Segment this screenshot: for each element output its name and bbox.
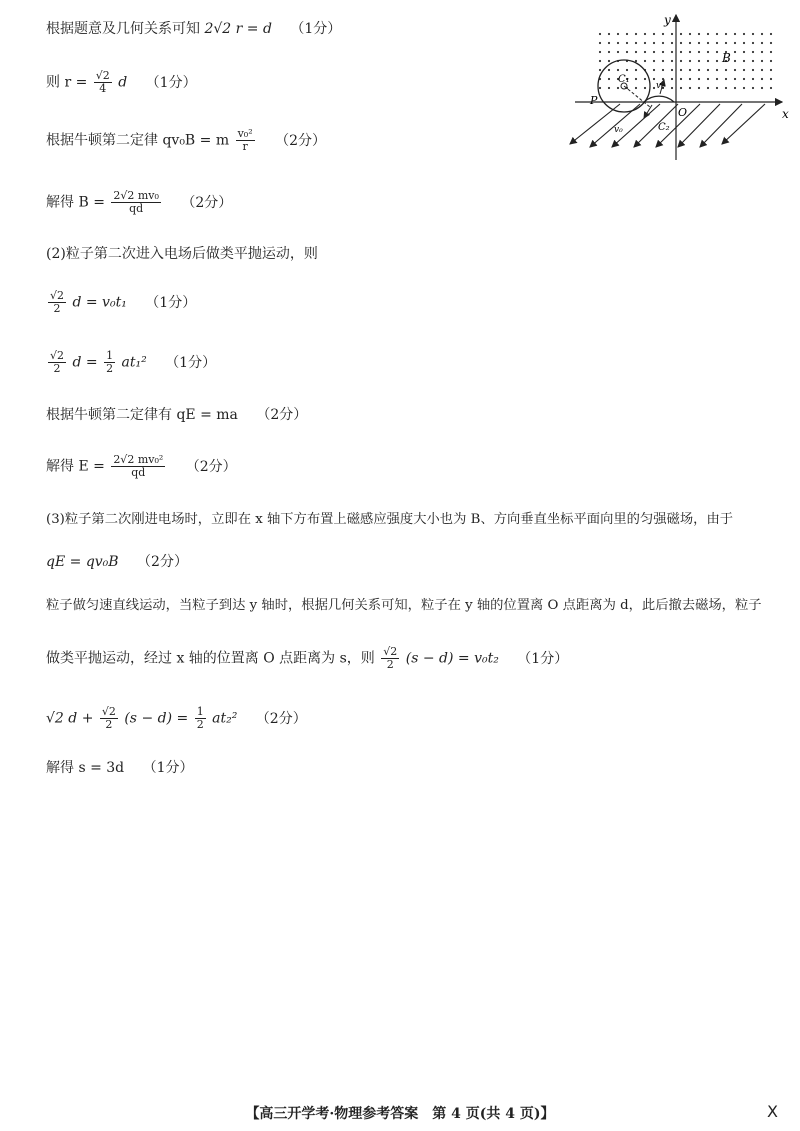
- field-dot: [752, 33, 754, 35]
- field-dot: [689, 51, 691, 53]
- line-14: √2 d + $\frac{√2}{2}$ (s − d) = $\frac{1}{2}$ at₂² （2分）: [46, 705, 307, 731]
- field-dot: [662, 60, 664, 62]
- field-dot: [770, 33, 772, 35]
- corner-mark: X: [767, 1102, 778, 1121]
- field-dot: [608, 51, 610, 53]
- line-7: $\frac{√2}{2}$ d = $\frac{1}{2}$ at₁² （1分）: [50, 349, 217, 375]
- field-dot: [707, 69, 709, 71]
- field-dot: [635, 33, 637, 35]
- field-dot: [662, 78, 664, 80]
- field-dot: [752, 51, 754, 53]
- field-dot: [653, 33, 655, 35]
- field-dot: [608, 78, 610, 80]
- field-dot: [626, 33, 628, 35]
- field-dot: [743, 33, 745, 35]
- field-dot: [671, 60, 673, 62]
- field-dot: [671, 78, 673, 80]
- field-dot: [698, 51, 700, 53]
- field-dot: [752, 60, 754, 62]
- field-dot: [743, 42, 745, 44]
- field-dot: [716, 60, 718, 62]
- field-dot: [635, 51, 637, 53]
- field-dot: [716, 33, 718, 35]
- field-dot: [680, 51, 682, 53]
- line-1: 根据题意及几何关系可知 2√2 r = d （1分）: [46, 21, 342, 37]
- field-dot: [662, 69, 664, 71]
- field-dot: [761, 51, 763, 53]
- field-dot: [725, 33, 727, 35]
- field-dot: [662, 51, 664, 53]
- fraction: $\frac{\text{v₀²}}{r}$: [237, 127, 253, 153]
- field-dot: [770, 78, 772, 80]
- field-dot: [608, 87, 610, 89]
- field-dot: [716, 51, 718, 53]
- field-dot: [626, 69, 628, 71]
- field-dot: [608, 69, 610, 71]
- field-dot: [725, 87, 727, 89]
- point-p-label: P: [590, 94, 598, 107]
- field-dot: [680, 87, 682, 89]
- line-9: 解得 E = $\frac{\text{2√2 mv₀²}}{qd}$ （2分）: [46, 453, 237, 479]
- field-dot: [644, 33, 646, 35]
- field-dot: [761, 42, 763, 44]
- field-dot: [644, 42, 646, 44]
- field-dot: [671, 69, 673, 71]
- field-dot: [689, 87, 691, 89]
- field-dot: [653, 69, 655, 71]
- line-3: 根据牛顿第二定律 qv₀B = m $\frac{\text{v₀²}}{r}$ （2分）: [46, 127, 327, 153]
- field-dot: [707, 51, 709, 53]
- field-dot: [734, 87, 736, 89]
- field-dot: [716, 87, 718, 89]
- field-dot: [707, 60, 709, 62]
- line-4: 解得 B = $\frac{\text{2√2 mv₀}}{qd}$ （2分）: [46, 189, 233, 215]
- field-dot: [599, 51, 601, 53]
- line-15: 解得 s = 3d （1分）: [46, 760, 194, 776]
- origin-label: O: [678, 106, 688, 119]
- fraction: $\frac{√2}{2}$: [101, 705, 116, 731]
- field-dot: [599, 42, 601, 44]
- page-footer: 【高三开学考·物理参考答案 第 4 页(共 4 页)】: [245, 1106, 555, 1122]
- field-dot: [680, 60, 682, 62]
- field-dot: [698, 87, 700, 89]
- axis-x-label: x: [782, 107, 789, 121]
- field-dot: [743, 69, 745, 71]
- field-dot: [608, 60, 610, 62]
- field-dot: [626, 51, 628, 53]
- field-dot: [734, 51, 736, 53]
- field-dot: [617, 69, 619, 71]
- field-dot: [617, 33, 619, 35]
- field-dot: [635, 69, 637, 71]
- field-dot: [770, 51, 772, 53]
- field-dot: [644, 87, 646, 89]
- field-dot: [635, 42, 637, 44]
- field-dot: [662, 42, 664, 44]
- velocity-label-2: v₀: [614, 125, 623, 135]
- field-dot: [734, 78, 736, 80]
- field-dot: [770, 69, 772, 71]
- field-dot: [671, 42, 673, 44]
- field-dot: [689, 33, 691, 35]
- field-dot: [725, 42, 727, 44]
- line-6: $\frac{√2}{2}$ d = v₀t₁ （1分）: [50, 289, 197, 315]
- field-dot: [662, 33, 664, 35]
- line-12: 粒子做匀速直线运动，当粒子到达 y 轴时，根据几何关系可知，粒子在 y 轴的位置离 O 点距离为 d，此后撤去磁场，粒子: [46, 598, 762, 613]
- field-dot: [608, 42, 610, 44]
- field-dot: [653, 60, 655, 62]
- field-dot: [698, 60, 700, 62]
- physics-diagram: [560, 12, 790, 162]
- field-dot: [680, 33, 682, 35]
- field-dot: [698, 42, 700, 44]
- line-13: 做类平抛运动，经过 x 轴的位置离 O 点距离为 s，则 $\frac{√2}{2}$ (s − d) = v₀t₂ （1分）: [46, 645, 569, 671]
- field-dot: [599, 69, 601, 71]
- field-dot: [698, 69, 700, 71]
- field-dot: [689, 60, 691, 62]
- field-dot: [689, 78, 691, 80]
- field-dot: [743, 51, 745, 53]
- field-dot: [680, 42, 682, 44]
- fraction: $\frac{\text{2√2 mv₀²}}{qd}$: [113, 453, 164, 479]
- fraction: $\frac{√2}{2}$: [50, 289, 65, 315]
- field-dot: [725, 78, 727, 80]
- velocity-label-1: v₀: [656, 81, 665, 91]
- field-dot: [689, 69, 691, 71]
- field-dot: [653, 87, 655, 89]
- field-dot: [617, 87, 619, 89]
- field-dot: [707, 87, 709, 89]
- field-dot: [770, 60, 772, 62]
- field-dot: [644, 60, 646, 62]
- field-dot: [653, 51, 655, 53]
- center-2-label: C₂: [658, 122, 670, 133]
- field-dot: [761, 60, 763, 62]
- field-dot: [671, 87, 673, 89]
- field-dot: [617, 42, 619, 44]
- field-dot: [644, 51, 646, 53]
- field-dot: [653, 78, 655, 80]
- field-dot: [635, 60, 637, 62]
- field-dot: [716, 69, 718, 71]
- field-dot: [734, 42, 736, 44]
- line-5: (2)粒子第二次进入电场后做类平抛运动，则: [46, 246, 318, 262]
- field-dot: [761, 69, 763, 71]
- field-dot: [707, 33, 709, 35]
- field-dot: [635, 78, 637, 80]
- field-dot: [752, 87, 754, 89]
- field-dot: [680, 78, 682, 80]
- field-dot: [770, 42, 772, 44]
- fraction: $\frac{√2}{2}$: [50, 349, 65, 375]
- field-dot: [689, 42, 691, 44]
- fraction: $\frac{√2}{4}$: [95, 69, 110, 95]
- field-dot: [635, 87, 637, 89]
- fraction: $\frac{\text{2√2 mv₀}}{qd}$: [113, 189, 159, 215]
- field-dot: [743, 78, 745, 80]
- field-dot: [734, 33, 736, 35]
- axis-y-label: y: [664, 13, 671, 27]
- field-dot: [743, 60, 745, 62]
- field-dot: [680, 69, 682, 71]
- field-dot: [716, 78, 718, 80]
- fraction: $\frac{1}{2}$: [196, 705, 204, 731]
- line-2: 则 r = $\frac{√2}{4}$ d （1分）: [46, 69, 197, 95]
- field-dot: [608, 33, 610, 35]
- field-dot: [599, 33, 601, 35]
- field-dot: [653, 42, 655, 44]
- field-dot: [734, 69, 736, 71]
- field-dot: [599, 87, 601, 89]
- field-dot: [707, 42, 709, 44]
- field-dot: [644, 78, 646, 80]
- field-dot: [626, 42, 628, 44]
- field-dot: [752, 42, 754, 44]
- field-dot: [770, 87, 772, 89]
- field-dot: [716, 42, 718, 44]
- field-dot: [752, 69, 754, 71]
- field-dot: [761, 87, 763, 89]
- field-dot: [752, 78, 754, 80]
- line-10: (3)粒子第二次刚进电场时，立即在 x 轴下方布置上磁感应强度大小也为 B、方向垂直坐标平面向里的匀强磁场，由于: [46, 512, 734, 527]
- fraction: $\frac{√2}{2}$: [383, 645, 398, 671]
- field-label: B: [722, 51, 731, 65]
- field-dot: [725, 69, 727, 71]
- field-dot: [761, 78, 763, 80]
- field-dot: [698, 78, 700, 80]
- field-dot: [734, 60, 736, 62]
- field-dot: [671, 51, 673, 53]
- field-dot: [743, 87, 745, 89]
- field-dot: [698, 33, 700, 35]
- line-11: qE = qv₀B （2分）: [46, 554, 188, 570]
- center-1-label: C₁: [618, 74, 630, 85]
- field-dot: [617, 51, 619, 53]
- fraction: $\frac{1}{2}$: [106, 349, 114, 375]
- field-dot: [599, 60, 601, 62]
- field-dot: [671, 33, 673, 35]
- field-dot: [761, 33, 763, 35]
- line-8: 根据牛顿第二定律有 qE = ma （2分）: [46, 407, 308, 423]
- field-dot: [707, 78, 709, 80]
